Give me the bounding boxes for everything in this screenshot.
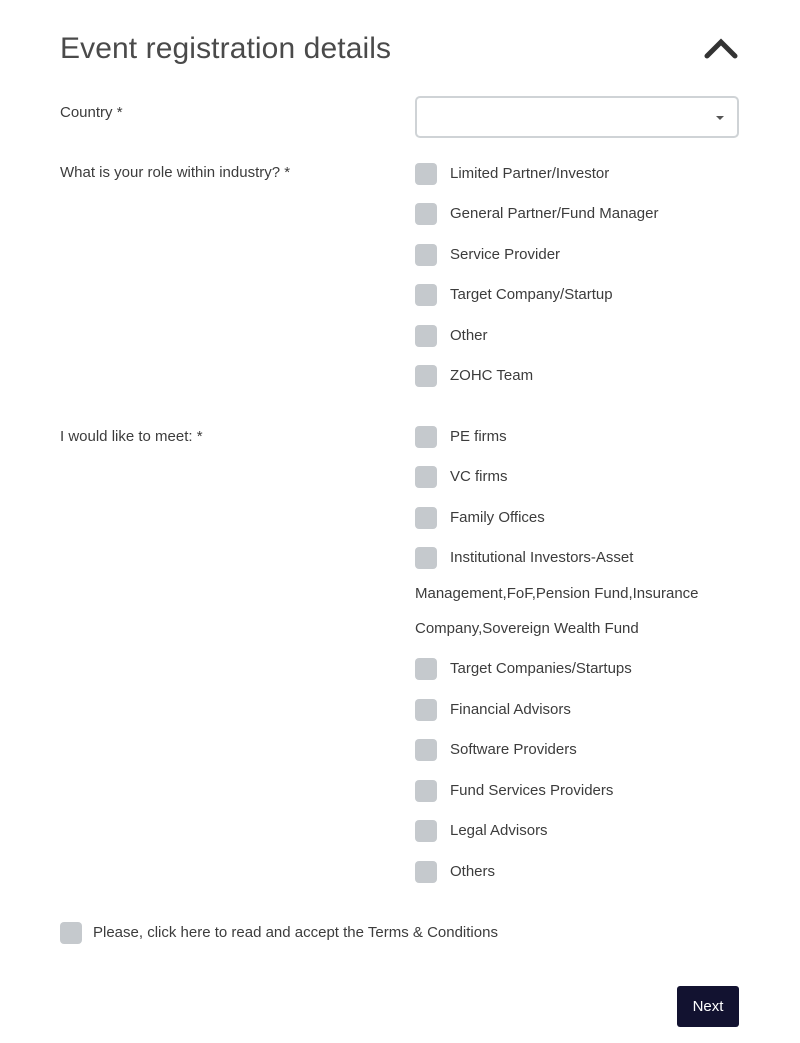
meet-option-label: VC firms: [450, 468, 508, 485]
section-header: [60, 30, 740, 76]
chevron-up-icon: [704, 36, 738, 60]
checkbox[interactable]: [415, 507, 437, 529]
next-button[interactable]: Next: [677, 986, 739, 1027]
meet-option-label-continued: Company,Sovereign Wealth Fund: [415, 620, 639, 637]
role-option-label: ZOHC Team: [450, 367, 534, 384]
checkbox[interactable]: [415, 203, 437, 225]
role-option-label: General Partner/Fund Manager: [450, 205, 659, 222]
meet-option-label: Target Companies/Startups: [450, 660, 632, 677]
checkbox[interactable]: [415, 244, 437, 266]
meet-option-label: Legal Advisors: [450, 822, 548, 839]
checkbox[interactable]: [415, 820, 437, 842]
checkbox[interactable]: [415, 739, 437, 761]
checkbox[interactable]: [415, 547, 437, 569]
checkbox[interactable]: [415, 284, 437, 306]
country-select[interactable]: [415, 96, 739, 138]
collapse-section-button[interactable]: [704, 36, 738, 60]
checkbox[interactable]: [415, 658, 437, 680]
checkbox[interactable]: [415, 163, 437, 185]
terms-link[interactable]: Please, click here to read and accept the Terms & Conditions: [93, 924, 498, 941]
meet-option-label: PE firms: [450, 428, 507, 445]
terms-checkbox[interactable]: [60, 922, 82, 944]
checkbox[interactable]: [415, 699, 437, 721]
meet-option-label: Family Offices: [450, 509, 545, 526]
meet-option-label: Financial Advisors: [450, 701, 571, 718]
role-option-label: Limited Partner/Investor: [450, 165, 610, 182]
role-option-label: Other: [450, 327, 488, 344]
checkbox[interactable]: [415, 325, 437, 347]
role-option-label: Target Company/Startup: [450, 286, 613, 303]
checkbox[interactable]: [415, 365, 437, 387]
meet-option-label-continued: Management,FoF,Pension Fund,Insurance: [415, 585, 699, 602]
role-label: What is your role within industry? *: [60, 164, 291, 181]
role-option-label: Service Provider: [450, 246, 561, 263]
meet-option-label: Fund Services Providers: [450, 782, 614, 799]
checkbox[interactable]: [415, 780, 437, 802]
meet-label: I would like to meet: *: [60, 428, 203, 445]
checkbox[interactable]: [415, 861, 437, 883]
checkbox[interactable]: [415, 426, 437, 448]
caret-down-icon: [716, 116, 724, 120]
checkbox[interactable]: [415, 466, 437, 488]
meet-option-label: Software Providers: [450, 741, 577, 758]
country-label: Country *: [60, 104, 123, 121]
section-title: Event registration details: [60, 32, 392, 65]
meet-option-label: Institutional Investors-Asset: [450, 549, 634, 566]
meet-option-label: Others: [450, 863, 496, 880]
